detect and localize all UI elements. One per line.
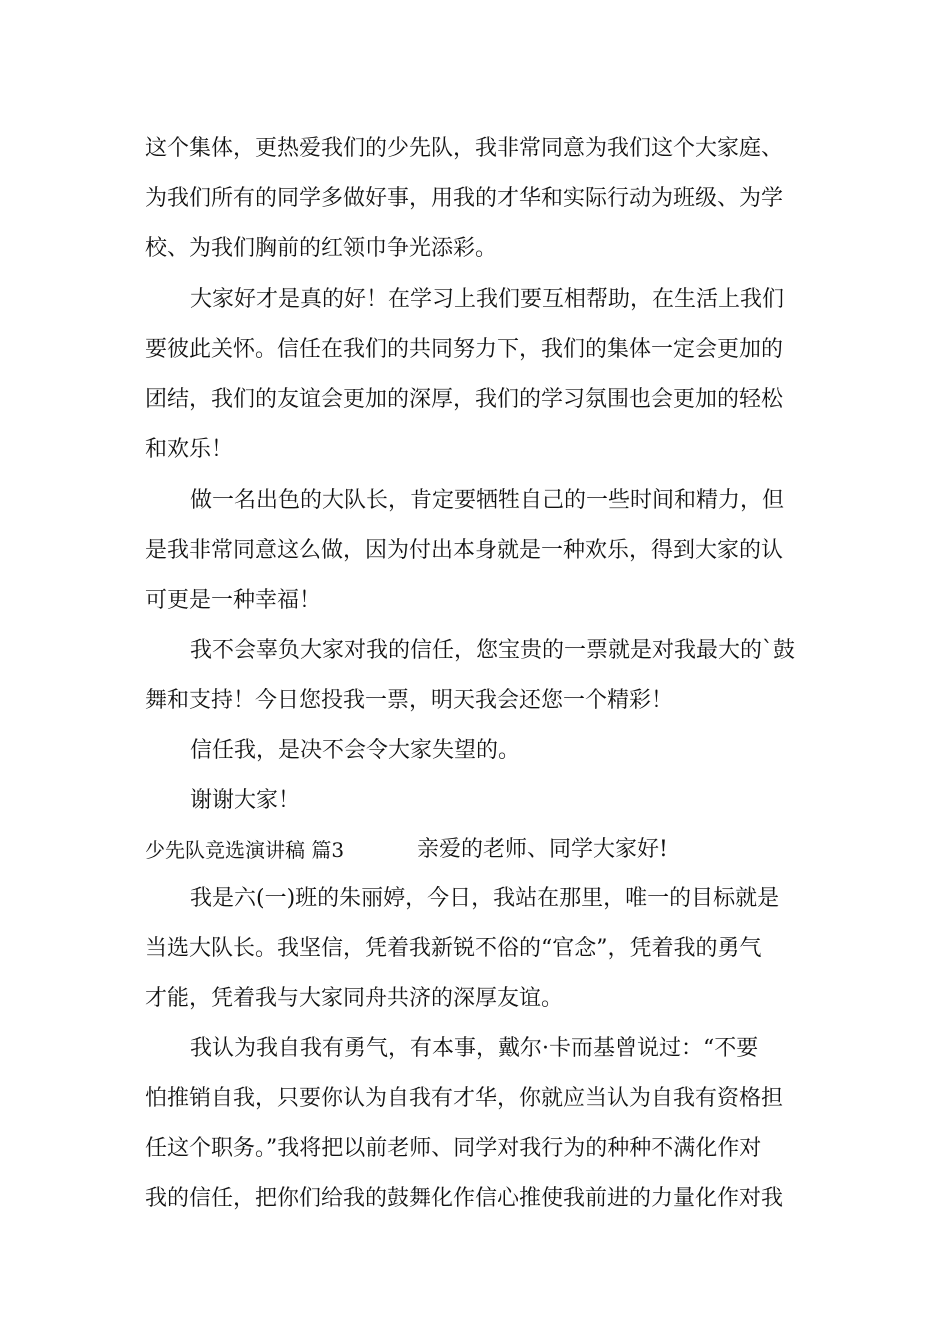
- paragraph-line: 信任我，是决不会令大家失望的。: [190, 738, 521, 763]
- paragraph-line: 要彼此关怀。信任在我们的共同努力下，我们的集体一定会更加的: [145, 337, 784, 362]
- paragraph-line: 和欢乐！: [145, 437, 234, 462]
- section-greeting: 亲爱的老师、同学大家好!: [417, 837, 668, 862]
- paragraph-line: 是我非常同意这么做，因为付出本身就是一种欢乐，得到大家的认: [145, 538, 784, 563]
- paragraph-line: 校、为我们胸前的红领巾争光添彩。: [145, 236, 498, 261]
- paragraph-line: 可更是一种幸福！: [145, 588, 322, 613]
- paragraph-line: 舞和支持！今日您投我一票，明天我会还您一个精彩！: [145, 688, 674, 713]
- paragraph-line: 为我们所有的同学多做好事，用我的才华和实际行动为班级、为学: [145, 186, 784, 211]
- section-heading: [145, 835, 668, 865]
- paragraph-line: 这个集体，更热爱我们的少先队，我非常同意为我们这个大家庭、: [145, 136, 784, 161]
- paragraph-line: 我是六(一)班的朱丽婷，今日，我站在那里，唯一的目标就是: [190, 886, 780, 911]
- paragraph-line: 我不会辜负大家对我的信任，您宝贵的一票就是对我最大的`鼓: [190, 638, 796, 663]
- paragraph-line: 我认为我自我有勇气，有本事，戴尔·卡而基曾说过：“不要: [190, 1036, 759, 1061]
- paragraph-line: 谢谢大家！: [190, 788, 301, 813]
- paragraph-line: 才能，凭着我与大家同舟共济的深厚友谊。: [145, 986, 564, 1011]
- paragraph-line: 怕推销自我，只要你认为自我有才华，你就应当认为自我有资格担: [145, 1086, 784, 1111]
- paragraph-line: 任这个职务。”我将把以前老师、同学对我行为的种种不满化作对: [145, 1136, 762, 1161]
- paragraph-line: 大家好才是真的好！在学习上我们要互相帮助，在生活上我们: [190, 287, 785, 312]
- paragraph-line: 我的信任，把你们给我的鼓舞化作信心推使我前进的力量化作对我: [145, 1186, 784, 1211]
- paragraph-line: 团结，我们的友谊会更加的深厚，我们的学习氛围也会更加的轻松: [145, 387, 784, 412]
- paragraph-line: 当选大队长。我坚信，凭着我新锐不俗的“官念”，凭着我的勇气: [145, 936, 762, 961]
- paragraph-line: 做一名出色的大队长，肯定要牺牲自己的一些时间和精力，但: [190, 488, 785, 513]
- section-title: 少先队竞选演讲稿 篇3: [145, 838, 345, 862]
